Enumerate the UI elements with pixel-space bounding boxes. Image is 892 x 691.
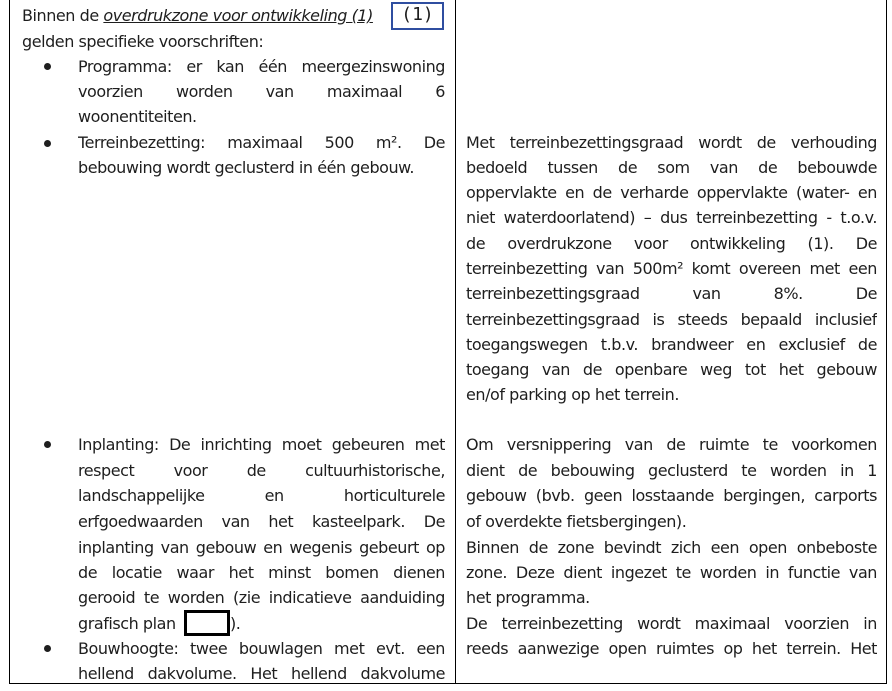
- bouwhoogte-line-1: Bouwhoogte: twee bouwlagen met evt. een: [78, 639, 445, 658]
- programma-line-3: woonentiteiten.: [78, 107, 197, 126]
- intro-line-2: gelden specifieke voorschriften:: [22, 32, 264, 51]
- inplanting-line-4: erfgoedwaarden van het kasteelpark. De: [78, 512, 445, 531]
- terrein-expl-line-3: oppervlakte en de verharde oppervlakte (water- en: [466, 183, 877, 202]
- terrein-expl-line-2: bedoeld tussen de som van de bebouwde: [466, 158, 877, 177]
- maximaal-line-2: reeds aanwezige open ruimtes op het terrein. Het: [466, 639, 877, 658]
- bouwhoogte-line-2: hellend dakvolume. Het hellend dakvolume: [78, 664, 445, 683]
- terrein-expl-line-5: de overdrukzone voor ontwikkeling (1). De: [466, 234, 877, 253]
- intro-prefix: Binnen de: [22, 6, 104, 25]
- programma-line-2: voorzien worden van maximaal 6: [78, 82, 445, 101]
- plan-reference-box: [184, 610, 230, 636]
- inplanting-line-2: respect voor de cultuurhistorische,: [78, 461, 445, 480]
- terrein-expl-line-11: en/of parking op het terrein.: [466, 385, 679, 404]
- grafisch-plan-text: grafisch plan: [78, 614, 176, 633]
- onbebost-line-3: het programma.: [466, 588, 590, 607]
- bullet-inplanting: [44, 441, 51, 448]
- inplanting-line-8-suffix: ).: [230, 614, 241, 633]
- versnippering-line-1: Om versnippering van de ruimte te voorkomen: [466, 435, 877, 454]
- inplanting-line-1: Inplanting: De inrichting moet gebeuren met: [78, 435, 445, 454]
- terrein-expl-line-6: terreinbezetting van 500m² komt overeen met een: [466, 259, 877, 278]
- inplanting-line-6: de locatie waar het minst bomen dienen: [78, 563, 445, 582]
- onbebost-line-2: zone. Deze dient ingezet te worden in functie van: [466, 563, 877, 582]
- reference-badge: (1): [391, 2, 444, 30]
- inplanting-line-5: inplanting van gebouw en wegenis gebeurt op: [78, 538, 445, 557]
- versnippering-line-4: of overdekte fietsbergingen).: [466, 512, 687, 531]
- terrein-expl-line-7: terreinbezettingsgraad van 8%. De: [466, 284, 877, 303]
- terrein-expl-line-8: terreinbezettingsgraad is steeds bepaald inclusief: [466, 310, 877, 329]
- bullet-terreinbezetting: [44, 140, 51, 147]
- programma-line-1: Programma: er kan één meergezinswoning: [78, 57, 445, 76]
- bullet-programma: [44, 63, 51, 70]
- inplanting-line-3: landschappelijke en horticulturele: [78, 486, 445, 505]
- terrein-expl-line-9: toegangswegen t.b.v. brandweer en exclusief de: [466, 335, 877, 354]
- versnippering-line-2: dient de bebouwing geclusterd te worden in 1: [466, 461, 877, 480]
- table-column-divider: [455, 0, 456, 684]
- overdrukzone-link[interactable]: overdrukzone voor ontwikkeling (1): [103, 6, 373, 25]
- terrein-line-2: bebouwing wordt geclusterd in één gebouw.: [78, 158, 414, 177]
- table-border-left: [9, 0, 10, 684]
- inplanting-line-7: gerooid te worden (zie indicatieve aanduiding: [78, 588, 445, 607]
- terrein-expl-line-1: Met terreinbezettingsgraad wordt de verhouding: [466, 133, 877, 152]
- terrein-expl-line-4: niet waterdoorlatend) – dus terreinbezetting - t.o.v.: [466, 208, 877, 227]
- bullet-bouwhoogte: [44, 645, 51, 652]
- intro-line-1: [22, 3, 373, 28]
- table-border-right: [886, 0, 887, 684]
- terrein-expl-line-10: toegang van de openbare weg tot het gebouw: [466, 360, 877, 379]
- terrein-line-1: Terreinbezetting: maximaal 500 m². De: [78, 133, 445, 152]
- inplanting-line-8: [78, 611, 176, 636]
- maximaal-line-1: De terreinbezetting wordt maximaal voorzien in: [466, 614, 877, 633]
- onbebost-line-1: Binnen de zone bevindt zich een open onbeboste: [466, 538, 877, 557]
- versnippering-line-3: gebouw (bvb. geen losstaande bergingen, carports: [466, 486, 877, 505]
